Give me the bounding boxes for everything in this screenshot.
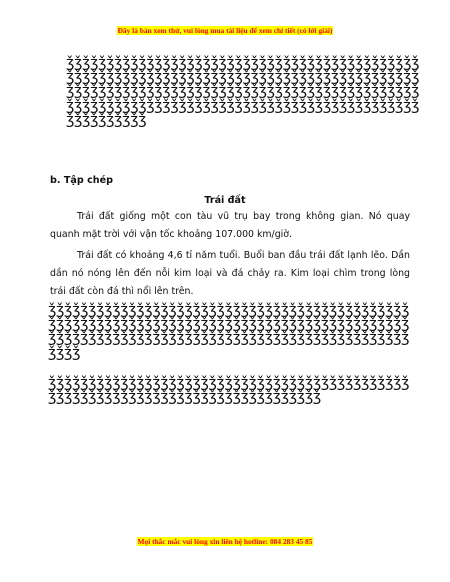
paragraph-2 (50, 247, 410, 301)
glyph-block-middle: ǯǯǯǯǯǯǯǯǯǯǯǯǯǯǯǯǯǯǯǯǯǯǯǯǯǯǯǯǯǯǯǯǯǯǯǯǯǯǯǯǯǯǯǯǯǯǯǯǯǯǯǯǯǯǯǯǯǯǯǯǯǯǯǯǯǯǯǯǯǯǯǯǯǯǯǯǯǯǯǯǯǯǯǯǯǯǯǯǯǯǯǯǯǯǯǯǯǯǯǯǯǯǯǯǯǯǯǯǯǯǯǯǯǯǯǯǯǯǯǯǯǯǯǯǯǯǯǯǯǯǯǯǯǯǯǯǯǯǯ (48, 302, 410, 361)
hotline-notice (0, 537, 450, 546)
preview-notice (0, 26, 450, 35)
preview-notice-text: Đây là bản xem thử, vui lòng mua tài liệu để xem chi tiết (có lời giải) (117, 26, 333, 35)
paragraph-1 (50, 208, 410, 244)
hotline-notice-text: Mọi thắc mắc vui lòng xin liên hệ hotline: 084 283 45 85 (137, 537, 313, 546)
glyph-block-top: ǯǯǯǯǯǯǯǯǯǯǯǯǯǯǯǯǯǯǯǯǯǯǯǯǯǯǯǯǯǯǯǯǯǯǯǯǯǯǯǯǯǯǯǯǯǯǯǯǯǯǯǯǯǯǯǯǯǯǯǯǯǯǯǯǯǯǯǯǯǯǯǯǯǯǯǯǯǯǯǯǯǯǯǯǯǯǯǯǯǯǯǯǯǯǯǯǯǯǯǯǯǯǯǯǯǯǯǯǯǯǯǯǯǯǯǯǯǯǯǯǯǯǯǯǯǯǯǯǯǯǯǯǯǯǯǯǯǯǯǯǯǯǯǯǯǯǯǯǯǯǯǯǯǯǯǯǯǯǯǯǯǯǯǯǯǯǯǯǯǯǯǯǯǯǯǯǯǯǯǯǯǯǯǯǯǯ (66, 55, 420, 128)
glyph-block-bottom: ǯǯǯǯǯǯǯǯǯǯǯǯǯǯǯǯǯǯǯǯǯǯǯǯǯǯǯǯǯǯǯǯǯǯǯǯǯǯǯǯǯǯǯǯǯǯǯǯǯǯǯǯǯǯǯǯǯǯǯǯǯǯǯǯǯǯǯǯǯǯǯǯǯǯǯǯǯǯǯ (48, 375, 410, 406)
paragraph-1-text: Trái đất giống một con tàu vũ trụ bay trong không gian. Nó quay quanh mặt trời với vận tốc khoảng 107.000 km/giờ. (50, 211, 410, 240)
section-heading: b. Tập chép (50, 175, 113, 186)
passage-title: Trái đất (204, 195, 246, 206)
paragraph-2-text: Trái đất có khoảng 4,6 tỉ năm tuổi. Buổi ban đầu trái đất lạnh lẽo. Dần dần nó nóng lên đến nỗi kim loại và đá chảy ra. Kim loại chìm trong lòng trái đất còn đá thì nổi lên trên. (50, 250, 410, 297)
